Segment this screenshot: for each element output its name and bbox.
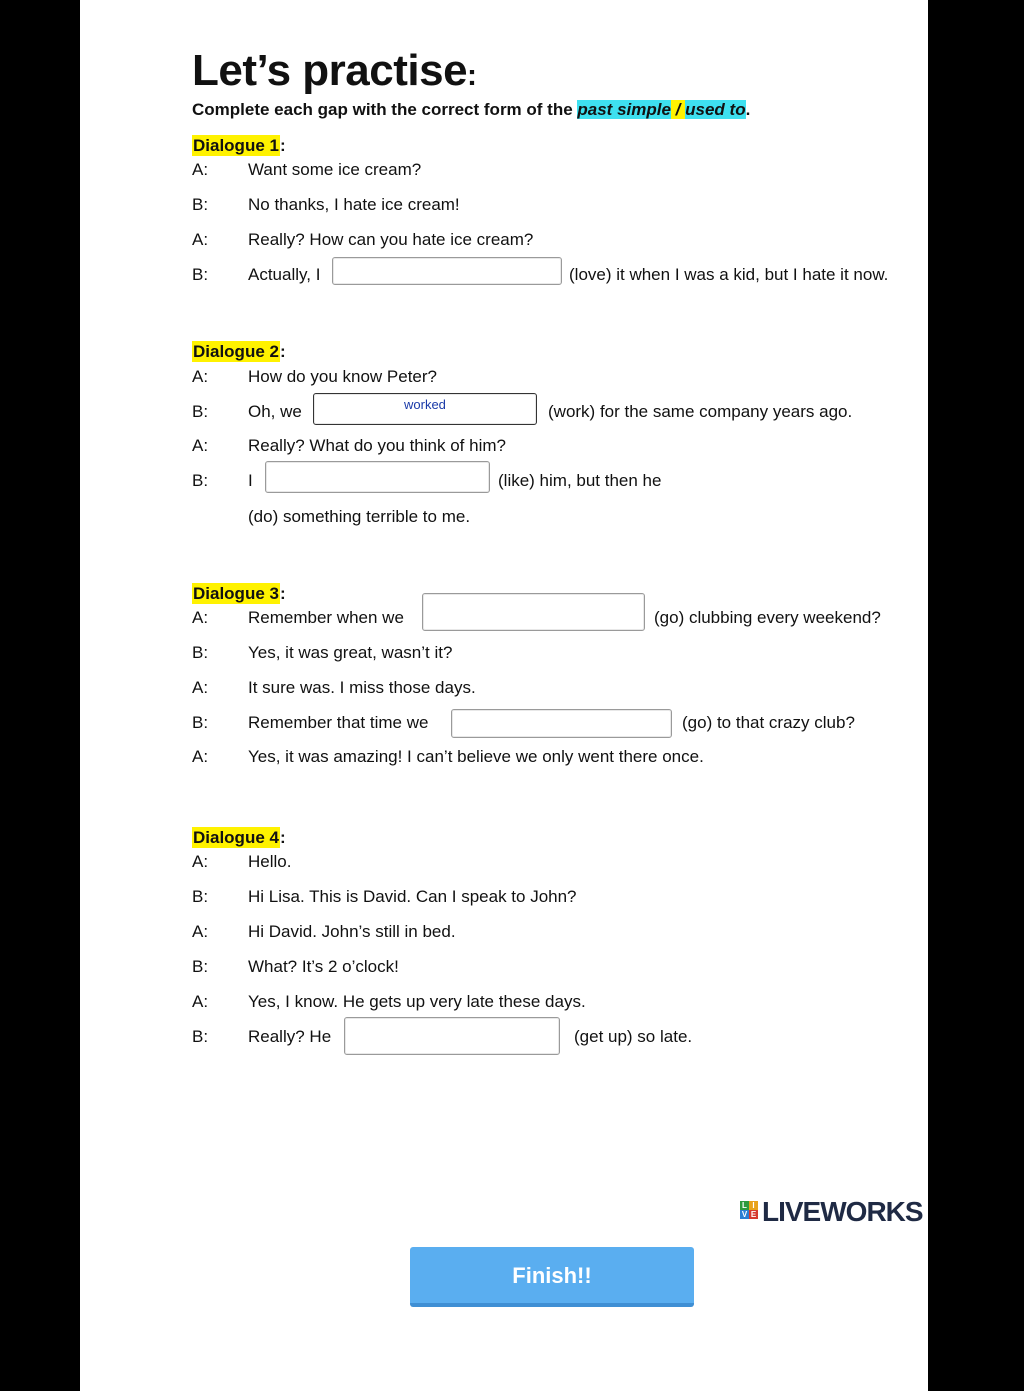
speaker-label: B:: [192, 471, 209, 490]
dialogue-4-heading: Dialogue 4:: [193, 828, 286, 847]
dialogue-line-before-gap: I: [248, 471, 253, 490]
gap-input-like[interactable]: [265, 461, 490, 493]
gap-input-work[interactable]: worked: [313, 393, 537, 425]
dialogue-line-after-gap: (love) it when I was a kid, but I hate it now.: [569, 265, 889, 284]
dialogue-line: Hi Lisa. This is David. Can I speak to John?: [248, 887, 577, 906]
speaker-label: A:: [192, 230, 209, 249]
dialogue-line: Really? How can you hate ice cream?: [248, 230, 534, 249]
speaker-label: B:: [192, 195, 209, 214]
speaker-label: A:: [192, 160, 209, 179]
gap-input-go-club[interactable]: [451, 709, 672, 738]
dialogue-line-before-gap: Remember when we: [248, 608, 404, 627]
dialogue-line-before-gap: Remember that time we: [248, 713, 429, 732]
speaker-label: A:: [192, 747, 209, 766]
liveworks-logo-icon: L I V E: [741, 1201, 757, 1219]
dialogue-1-heading: Dialogue 1:: [193, 136, 286, 155]
dialogue-line-after-gap: (go) to that crazy club?: [682, 713, 855, 732]
dialogue-line: Yes, it was amazing! I can’t believe we only went there once.: [248, 747, 704, 766]
instruction-text: Complete each gap with the correct form of the past simple / used to.: [192, 100, 751, 119]
speaker-label: A:: [192, 852, 209, 871]
speaker-label: A:: [192, 992, 209, 1011]
dialogue-line: It sure was. I miss those days.: [248, 678, 476, 697]
speaker-label: B:: [192, 643, 209, 662]
dialogue-line: Yes, I know. He gets up very late these days.: [248, 992, 586, 1011]
dialogue-line-before-gap: Really? He: [248, 1027, 332, 1046]
dialogue-line-continuation: (do) something terrible to me.: [248, 507, 471, 526]
dialogue-line: Yes, it was great, wasn’t it?: [248, 643, 453, 662]
speaker-label: B:: [192, 887, 209, 906]
speaker-label: B:: [192, 713, 209, 732]
speaker-label: B:: [192, 957, 209, 976]
speaker-label: A:: [192, 678, 209, 697]
dialogue-line: Want some ice cream?: [248, 160, 422, 179]
speaker-label: B:: [192, 402, 209, 421]
dialogue-line: No thanks, I hate ice cream!: [248, 195, 460, 214]
dialogue-line-after-gap: (get up) so late.: [574, 1027, 693, 1046]
dialogue-line-before-gap: Actually, I: [248, 265, 321, 284]
dialogue-line: Hi David. John’s still in bed.: [248, 922, 456, 941]
finish-button[interactable]: Finish!!: [410, 1247, 694, 1307]
gap-input-love[interactable]: [332, 257, 562, 285]
speaker-label: A:: [192, 922, 209, 941]
dialogue-line-after-gap: (go) clubbing every weekend?: [654, 608, 881, 627]
gap-input-get-up[interactable]: [344, 1017, 560, 1055]
speaker-label: B:: [192, 1027, 209, 1046]
dialogue-line: Hello.: [248, 852, 292, 871]
speaker-label: A:: [192, 367, 209, 386]
dialogue-3-heading: Dialogue 3:: [193, 584, 286, 603]
dialogue-line: How do you know Peter?: [248, 367, 437, 386]
dialogue-2-heading: Dialogue 2:: [193, 342, 286, 361]
dialogue-line-after-gap: (work) for the same company years ago.: [548, 402, 853, 421]
speaker-label: A:: [192, 608, 209, 627]
dialogue-line-before-gap: Oh, we: [248, 402, 302, 421]
dialogue-line: Really? What do you think of him?: [248, 436, 506, 455]
dialogue-line: What? It’s 2 o’clock!: [248, 957, 399, 976]
speaker-label: A:: [192, 436, 209, 455]
speaker-label: B:: [192, 265, 209, 284]
page-title: Let’s practise:: [192, 46, 477, 95]
dialogue-line-after-gap: (like) him, but then he: [498, 471, 662, 490]
liveworks-logo: LIVEWORKS: [762, 1196, 923, 1227]
gap-input-go-clubbing[interactable]: [422, 593, 645, 631]
